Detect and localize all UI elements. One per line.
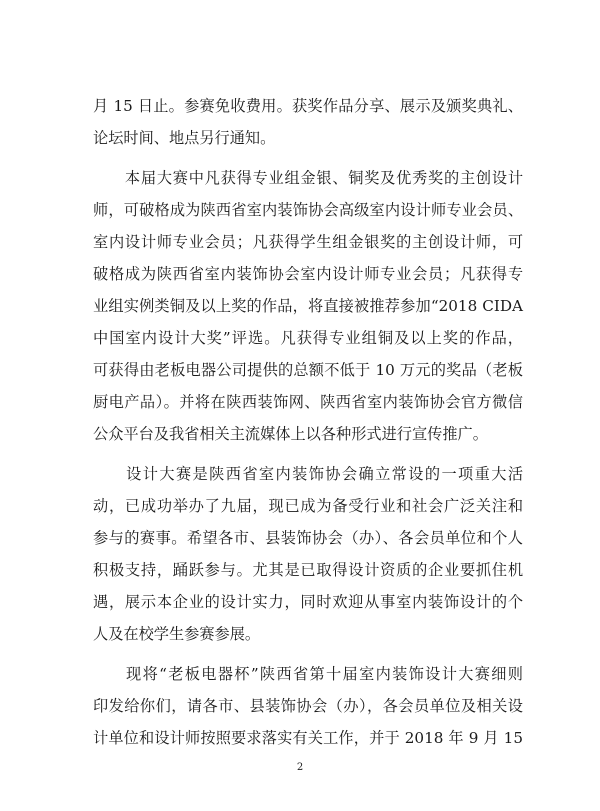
text-line: 本届大赛中凡获得专业组金银、铜奖及优秀奖的主创设计 <box>93 169 523 187</box>
text-line: 中国室内设计大奖”评选。凡获得专业组铜及以上奖的作品， <box>93 329 523 347</box>
text-line: 业组实例类铜及以上奖的作品，将直接被推荐参加“2018 CIDA <box>93 297 523 315</box>
text-line: 月 15 日止。参赛免收费用。获奖作品分享、展示及颁奖典礼、 <box>93 97 523 115</box>
text-line: 遇，展示本企业的设计实力，同时欢迎从事室内装饰设计的个 <box>93 593 523 611</box>
paragraph <box>93 162 523 450</box>
text-line: 积极支持，踊跃参与。尤其是已取得设计资质的企业要抓住机 <box>93 561 523 579</box>
text-line: 现将“老板电器杯”陕西省第十届室内装饰设计大赛细则 <box>93 665 523 683</box>
text-line: 破格成为陕西省室内装饰协会室内设计师专业会员；凡获得专 <box>93 265 523 283</box>
text-line: 室内设计师专业会员；凡获得学生组金银奖的主创设计师，可 <box>93 233 523 251</box>
text-line: 公众平台及我省相关主流媒体上以各种形式进行宣传推广。 <box>93 425 488 443</box>
text-line: 设计大赛是陕西省室内装饰协会确立常设的一项重大活 <box>93 465 523 483</box>
page-number: 2 <box>296 762 304 773</box>
paragraph <box>93 90 523 154</box>
text-line: 论坛时间、地点另行通知。 <box>93 129 276 147</box>
text-line: 印发给你们，请各市、县装饰协会（办），各会员单位及相关设 <box>93 697 523 715</box>
paragraph <box>93 658 523 754</box>
text-line: 厨电产品）。并将在陕西装饰网、陕西省室内装饰协会官方微信 <box>93 393 523 411</box>
text-line: 人及在校学生参赛参展。 <box>93 625 261 643</box>
text-line: 可获得由老板电器公司提供的总额不低于 10 万元的奖品（老板 <box>93 361 523 379</box>
text-line: 动，已成功举办了九届，现已成为备受行业和社会广泛关注和 <box>93 497 523 515</box>
text-line: 计单位和设计师按照要求落实有关工作，并于 2018 年 9 月 15 <box>93 729 523 747</box>
text-line: 参与的赛事。希望各市、县装饰协会（办）、各会员单位和个人 <box>93 529 523 547</box>
body-text <box>93 90 523 754</box>
text-line: 师，可破格成为陕西省室内装饰协会高级室内设计师专业会员、 <box>93 201 523 219</box>
paragraph <box>93 458 523 650</box>
